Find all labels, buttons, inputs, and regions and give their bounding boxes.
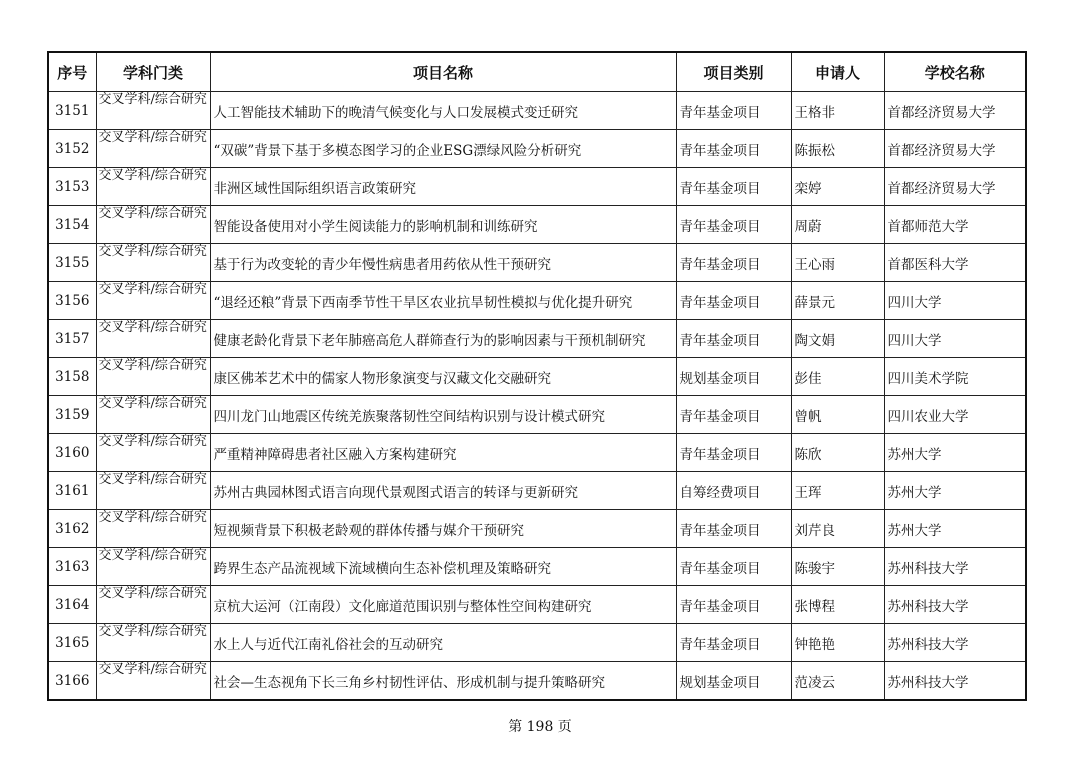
cell-discipline: 交叉学科/综合研究 bbox=[96, 92, 210, 130]
table-row bbox=[48, 434, 1026, 472]
cell-project-type: 青年基金项目 bbox=[676, 548, 791, 586]
cell-project-name: 社会—生态视角下长三角乡村韧性评估、形成机制与提升策略研究 bbox=[210, 662, 676, 701]
table-row bbox=[48, 282, 1026, 320]
cell-serial-no: 3165 bbox=[48, 624, 96, 662]
header-school: 学校名称 bbox=[884, 52, 1026, 92]
table-row bbox=[48, 624, 1026, 662]
table-row bbox=[48, 662, 1026, 701]
cell-project-name: 严重精神障碍患者社区融入方案构建研究 bbox=[210, 434, 676, 472]
cell-project-name: 健康老龄化背景下老年肺癌高危人群筛查行为的影响因素与干预机制研究 bbox=[210, 320, 676, 358]
cell-discipline: 交叉学科/综合研究 bbox=[96, 206, 210, 244]
table-row bbox=[48, 396, 1026, 434]
cell-discipline: 交叉学科/综合研究 bbox=[96, 662, 210, 701]
cell-applicant: 刘芹良 bbox=[791, 510, 884, 548]
cell-serial-no: 3161 bbox=[48, 472, 96, 510]
cell-project-name: 苏州古典园林图式语言向现代景观图式语言的转译与更新研究 bbox=[210, 472, 676, 510]
table-row bbox=[48, 358, 1026, 396]
cell-serial-no: 3156 bbox=[48, 282, 96, 320]
cell-discipline: 交叉学科/综合研究 bbox=[96, 434, 210, 472]
cell-serial-no: 3164 bbox=[48, 586, 96, 624]
header-applicant: 申请人 bbox=[791, 52, 884, 92]
cell-applicant: 王心雨 bbox=[791, 244, 884, 282]
cell-project-type: 青年基金项目 bbox=[676, 320, 791, 358]
cell-school: 苏州科技大学 bbox=[884, 548, 1026, 586]
header-project-type: 项目类别 bbox=[676, 52, 791, 92]
cell-serial-no: 3162 bbox=[48, 510, 96, 548]
cell-project-name: 四川龙门山地震区传统羌族聚落韧性空间结构识别与设计模式研究 bbox=[210, 396, 676, 434]
cell-project-name: 跨界生态产品流视域下流域横向生态补偿机理及策略研究 bbox=[210, 548, 676, 586]
cell-school: 四川农业大学 bbox=[884, 396, 1026, 434]
cell-applicant: 陈骏宇 bbox=[791, 548, 884, 586]
cell-discipline: 交叉学科/综合研究 bbox=[96, 624, 210, 662]
table-row bbox=[48, 130, 1026, 168]
project-table bbox=[47, 51, 1027, 701]
cell-project-type: 青年基金项目 bbox=[676, 92, 791, 130]
cell-project-type: 青年基金项目 bbox=[676, 624, 791, 662]
cell-school: 首都经济贸易大学 bbox=[884, 92, 1026, 130]
cell-applicant: 曾帆 bbox=[791, 396, 884, 434]
cell-project-type: 青年基金项目 bbox=[676, 434, 791, 472]
cell-serial-no: 3158 bbox=[48, 358, 96, 396]
cell-discipline: 交叉学科/综合研究 bbox=[96, 510, 210, 548]
cell-project-type: 青年基金项目 bbox=[676, 396, 791, 434]
cell-serial-no: 3153 bbox=[48, 168, 96, 206]
cell-serial-no: 3154 bbox=[48, 206, 96, 244]
cell-school: 首都医科大学 bbox=[884, 244, 1026, 282]
cell-serial-no: 3152 bbox=[48, 130, 96, 168]
cell-applicant: 陈振松 bbox=[791, 130, 884, 168]
cell-project-type: 青年基金项目 bbox=[676, 168, 791, 206]
page-number: 第 198 页 bbox=[508, 719, 572, 735]
cell-project-name: 人工智能技术辅助下的晚清气候变化与人口发展模式变迁研究 bbox=[210, 92, 676, 130]
cell-project-type: 青年基金项目 bbox=[676, 510, 791, 548]
cell-applicant: 张博程 bbox=[791, 586, 884, 624]
cell-project-type: 规划基金项目 bbox=[676, 662, 791, 701]
cell-applicant: 王珲 bbox=[791, 472, 884, 510]
cell-serial-no: 3163 bbox=[48, 548, 96, 586]
cell-applicant: 周蔚 bbox=[791, 206, 884, 244]
cell-serial-no: 3160 bbox=[48, 434, 96, 472]
cell-discipline: 交叉学科/综合研究 bbox=[96, 586, 210, 624]
cell-discipline: 交叉学科/综合研究 bbox=[96, 130, 210, 168]
cell-serial-no: 3157 bbox=[48, 320, 96, 358]
cell-applicant: 范凌云 bbox=[791, 662, 884, 701]
cell-project-name: 基于行为改变轮的青少年慢性病患者用药依从性干预研究 bbox=[210, 244, 676, 282]
cell-project-type: 自筹经费项目 bbox=[676, 472, 791, 510]
cell-serial-no: 3166 bbox=[48, 662, 96, 701]
cell-school: 四川大学 bbox=[884, 320, 1026, 358]
table-header-row bbox=[48, 52, 1026, 92]
cell-project-type: 青年基金项目 bbox=[676, 282, 791, 320]
cell-serial-no: 3159 bbox=[48, 396, 96, 434]
cell-discipline: 交叉学科/综合研究 bbox=[96, 358, 210, 396]
cell-applicant: 王格非 bbox=[791, 92, 884, 130]
header-serial-no: 序号 bbox=[48, 52, 96, 92]
cell-school: 苏州大学 bbox=[884, 510, 1026, 548]
cell-project-name: “双碳”背景下基于多模态图学习的企业ESG漂绿风险分析研究 bbox=[210, 130, 676, 168]
cell-project-type: 青年基金项目 bbox=[676, 206, 791, 244]
cell-school: 苏州科技大学 bbox=[884, 624, 1026, 662]
cell-applicant: 栾婷 bbox=[791, 168, 884, 206]
cell-project-name: 康区佛苯艺术中的儒家人物形象演变与汉藏文化交融研究 bbox=[210, 358, 676, 396]
table-body bbox=[48, 92, 1026, 701]
table-row bbox=[48, 320, 1026, 358]
cell-project-name: 智能设备使用对小学生阅读能力的影响机制和训练研究 bbox=[210, 206, 676, 244]
table-row bbox=[48, 92, 1026, 130]
cell-school: 苏州科技大学 bbox=[884, 662, 1026, 701]
table-row bbox=[48, 244, 1026, 282]
cell-applicant: 陈欣 bbox=[791, 434, 884, 472]
cell-project-name: “退经还粮”背景下西南季节性干旱区农业抗旱韧性模拟与优化提升研究 bbox=[210, 282, 676, 320]
cell-applicant: 彭佳 bbox=[791, 358, 884, 396]
cell-project-name: 短视频背景下积极老龄观的群体传播与媒介干预研究 bbox=[210, 510, 676, 548]
cell-serial-no: 3155 bbox=[48, 244, 96, 282]
table-row bbox=[48, 510, 1026, 548]
table-row bbox=[48, 168, 1026, 206]
cell-project-type: 规划基金项目 bbox=[676, 358, 791, 396]
cell-project-type: 青年基金项目 bbox=[676, 244, 791, 282]
header-discipline: 学科门类 bbox=[96, 52, 210, 92]
cell-project-type: 青年基金项目 bbox=[676, 130, 791, 168]
table-row bbox=[48, 586, 1026, 624]
cell-school: 首都经济贸易大学 bbox=[884, 130, 1026, 168]
cell-school: 苏州大学 bbox=[884, 434, 1026, 472]
table-row bbox=[48, 472, 1026, 510]
cell-discipline: 交叉学科/综合研究 bbox=[96, 548, 210, 586]
cell-applicant: 薛景元 bbox=[791, 282, 884, 320]
cell-school: 四川大学 bbox=[884, 282, 1026, 320]
cell-school: 首都经济贸易大学 bbox=[884, 168, 1026, 206]
cell-applicant: 陶文娟 bbox=[791, 320, 884, 358]
cell-project-name: 非洲区域性国际组织语言政策研究 bbox=[210, 168, 676, 206]
cell-project-type: 青年基金项目 bbox=[676, 586, 791, 624]
cell-school: 苏州大学 bbox=[884, 472, 1026, 510]
cell-discipline: 交叉学科/综合研究 bbox=[96, 396, 210, 434]
cell-discipline: 交叉学科/综合研究 bbox=[96, 282, 210, 320]
header-project-name: 项目名称 bbox=[210, 52, 676, 92]
table-row bbox=[48, 548, 1026, 586]
cell-discipline: 交叉学科/综合研究 bbox=[96, 320, 210, 358]
cell-project-name: 水上人与近代江南礼俗社会的互动研究 bbox=[210, 624, 676, 662]
cell-discipline: 交叉学科/综合研究 bbox=[96, 244, 210, 282]
cell-discipline: 交叉学科/综合研究 bbox=[96, 168, 210, 206]
cell-applicant: 钟艳艳 bbox=[791, 624, 884, 662]
cell-serial-no: 3151 bbox=[48, 92, 96, 130]
cell-project-name: 京杭大运河（江南段）文化廊道范围识别与整体性空间构建研究 bbox=[210, 586, 676, 624]
cell-school: 首都师范大学 bbox=[884, 206, 1026, 244]
cell-discipline: 交叉学科/综合研究 bbox=[96, 472, 210, 510]
cell-school: 四川美术学院 bbox=[884, 358, 1026, 396]
cell-school: 苏州科技大学 bbox=[884, 586, 1026, 624]
table-row bbox=[48, 206, 1026, 244]
